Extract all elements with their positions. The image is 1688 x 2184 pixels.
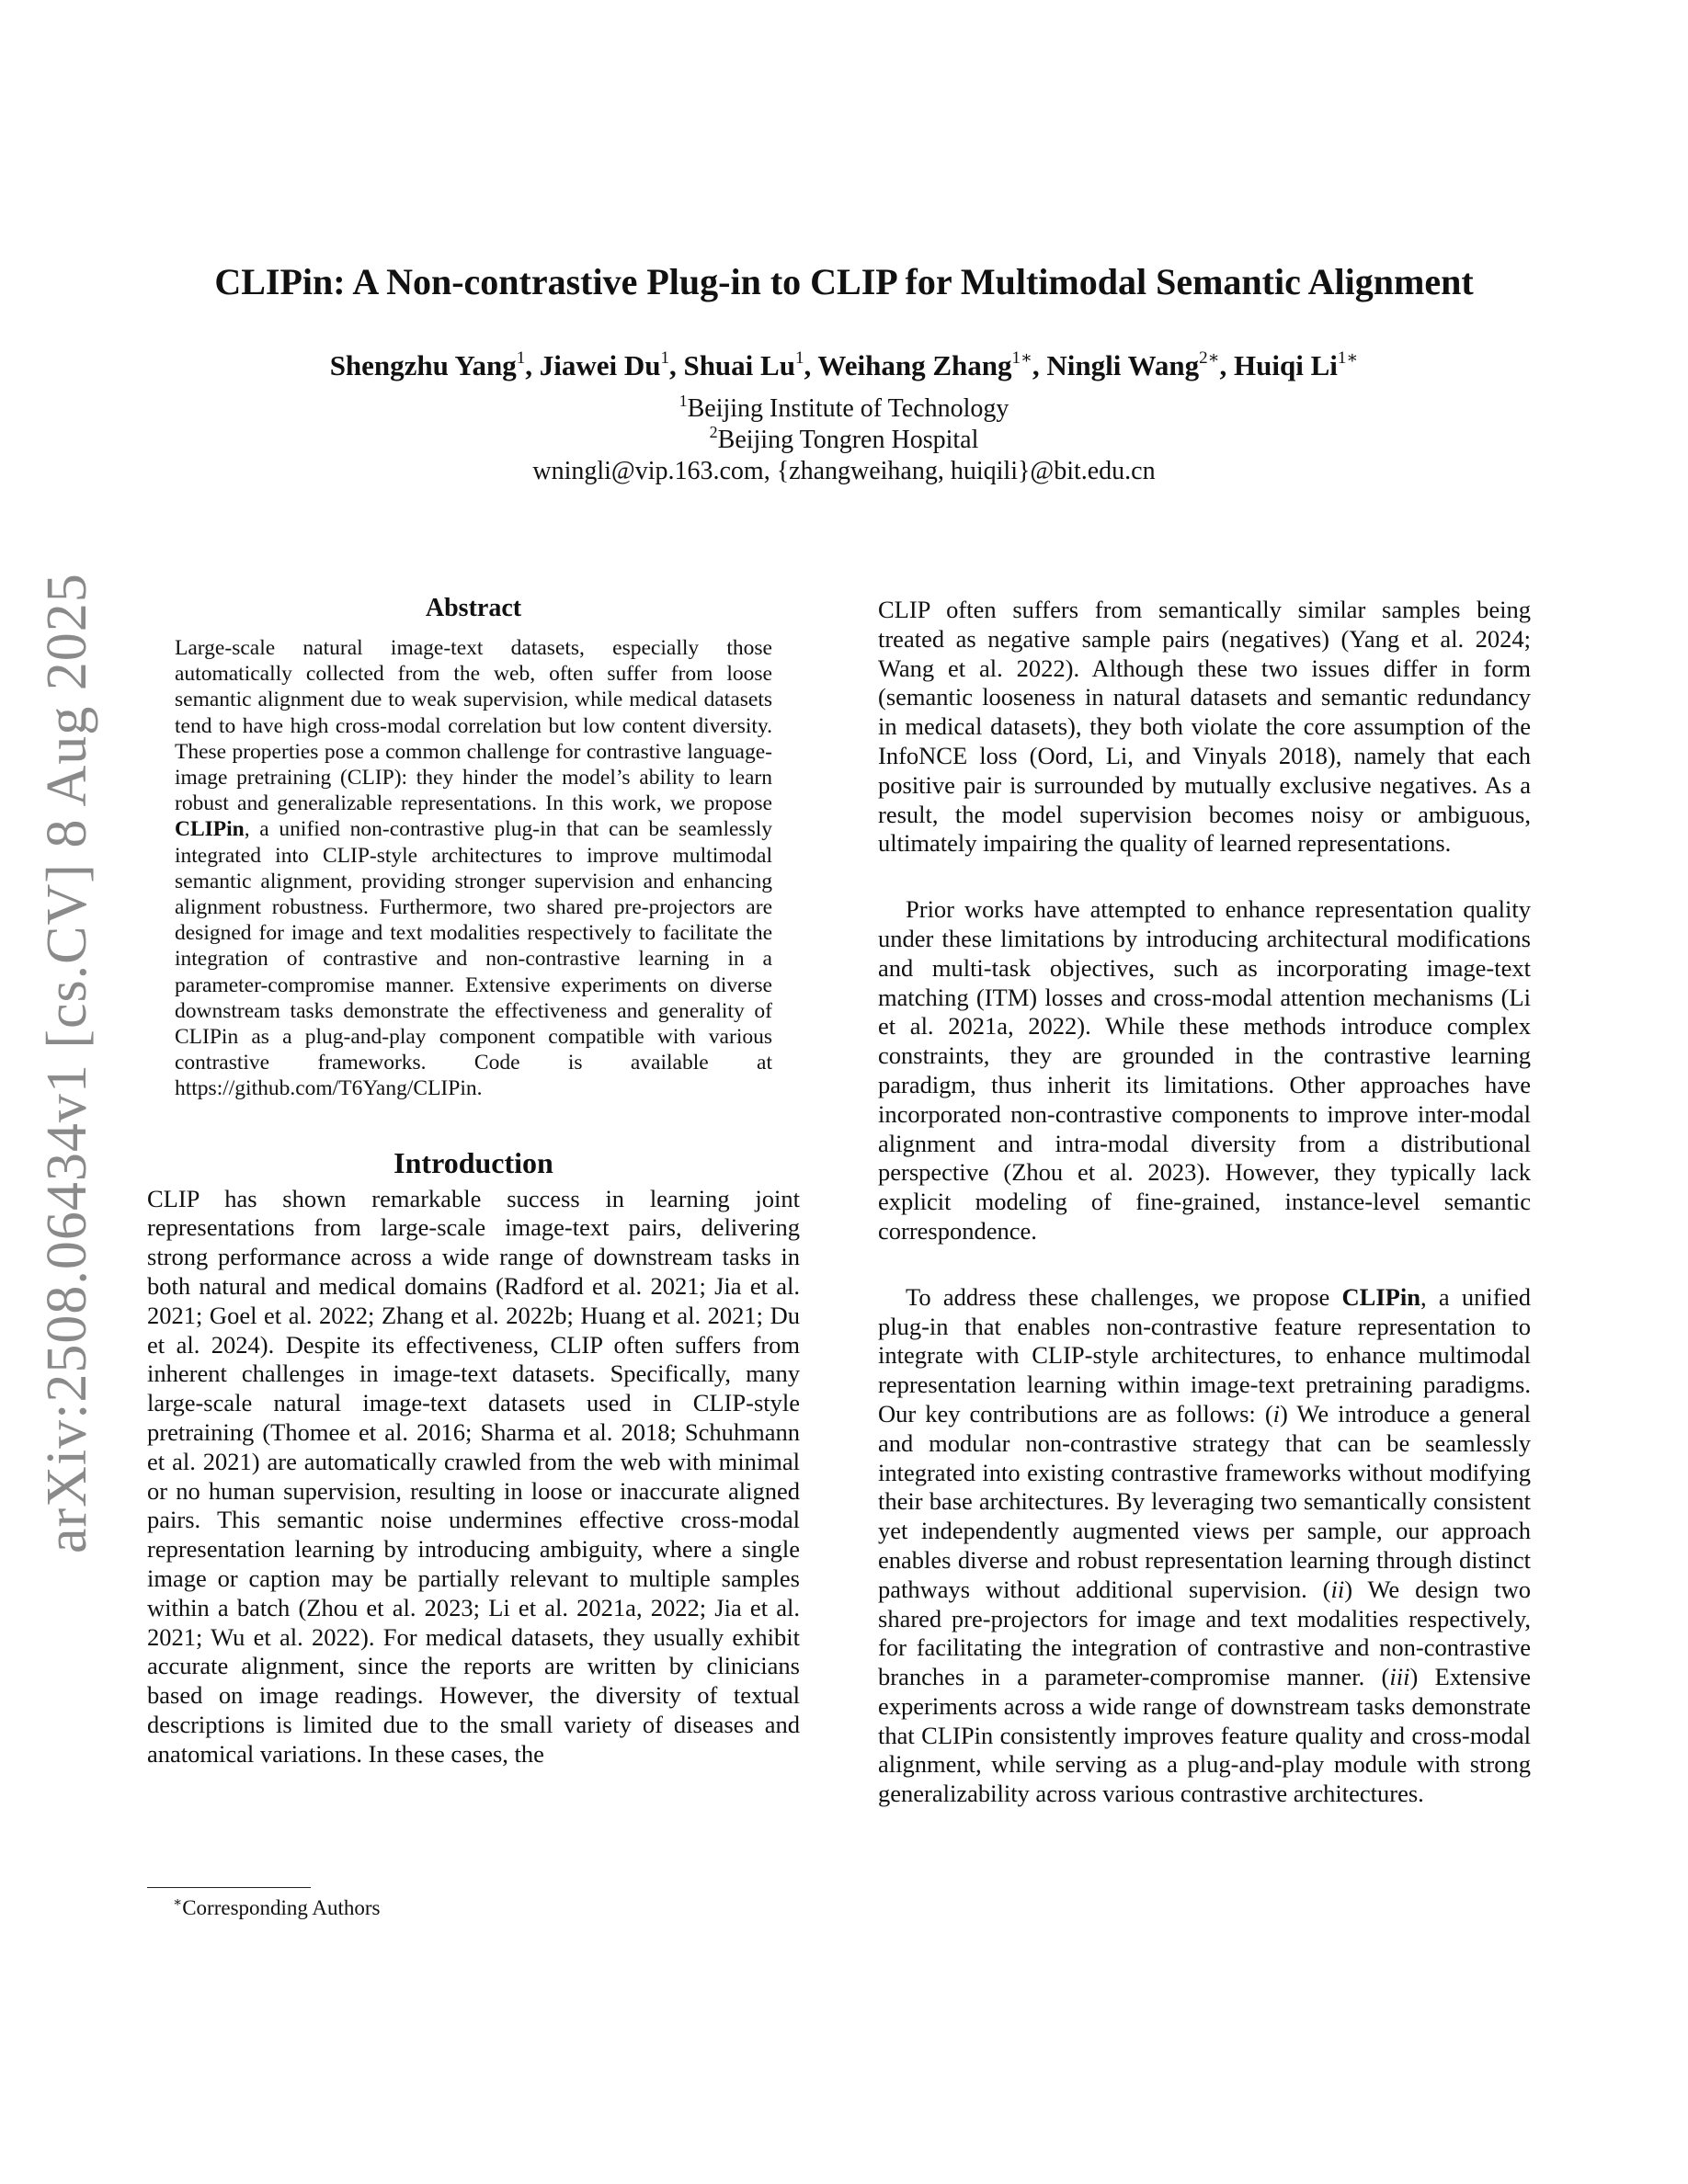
affiliation-name: Beijing Tongren Hospital: [717, 426, 979, 454]
affiliation-name: Beijing Institute of Technology: [687, 394, 1009, 423]
paper-title: CLIPin: A Non-contrastive Plug-in to CLIP for Multimodal Semantic Alignment: [214, 261, 1474, 302]
arxiv-identifier: arXiv:2508.06434v1 [cs.CV] 8 Aug 2025: [36, 573, 98, 1553]
affiliation-1: [0, 393, 1688, 425]
paragraph-text: ) Extensive experiments across a wide range of downstream tasks demonstrate that CLIPin consistently improves feature quality and cross-modal alignment, while serving as a plug-and-play module with strong generalizability across various contrastive architectures.: [878, 1663, 1532, 1808]
footnote-rule: [147, 1887, 311, 1888]
introduction-paragraph-1: CLIP has shown remarkable success in learning joint representations from large-scale image-text pairs, delivering strong performance across a wide range of downstream tasks in both natural and medical domains (Radford et al. 2021; Jia et al. 2021; Goel et al. 2022; Zhang et al. 2022b; Huang et al. 2021; Du et al. 2024). Despite its effectiveness, CLIP often suffers from inherent challenges in image-text datasets. Specifically, many large-scale natural image-text datasets used in CLIP-style pretraining (Thomee et al. 2016; Sharma et al. 2018; Schuhmann et al. 2021) are automatically crawled from the web with minimal or no human supervision, resulting in loose or inaccurate aligned pairs. This semantic noise undermines effective cross-modal representation learning by introducing ambiguity, where a single image or caption may be partially relevant to multiple samples within a batch (Zhou et al. 2023; Li et al. 2021a, 2022; Jia et al. 2021; Wu et al. 2022). For medical datasets, they usually exhibit accurate alignment, since the reports are written by clinicians based on image readings. However, the diversity of textual descriptions is limited due to the small variety of diseases and anatomical variations. In these cases, the: [147, 1184, 800, 1768]
introduction-paragraph-3: [878, 1283, 1531, 1809]
right-column: [878, 596, 1531, 1809]
author-name: Jiawei Du: [539, 349, 661, 381]
paragraph-text: ) We design two shared pre-projectors for image and text modalities respectively, for facilitating the integration of contrastive and non-contrastive branches in a parameter-compromise manner. (: [878, 1575, 1531, 1691]
paragraph-text: To address these challenges, we propose: [906, 1282, 1342, 1311]
footnote-mark: ∗: [173, 1895, 183, 1910]
author-affiliation-mark: 1: [516, 348, 526, 368]
method-name: CLIPin: [1341, 1282, 1420, 1311]
paragraph-text: ) We introduce a general and modular non-contrastive strategy that can be seamlessly integrated into existing contrastive frameworks without modifying their base architectures. By leveraging two semantically consistent yet independently augmented views per sample, our approach enables diverse and robust representation learning through distinct pathways without additional supervision. (: [878, 1399, 1532, 1603]
method-name: CLIPin: [175, 817, 245, 842]
author-separator: ,: [1219, 349, 1235, 381]
introduction-paragraph-1-continued: CLIP often suffers from semantically similar samples being treated as negative sample pairs (negatives) (Yang et al. 2024; Wang et al. 2022). Although these two issues differ in form (semantic looseness in natural datasets and semantic redundancy in medical datasets), they both violate the core assumption of the InfoNCE loss (Oord, Li, and Vinyals 2018), namely that each positive pair is surrounded by mutually exclusive negatives. As a result, the model supervision becomes noisy or ambiguous, ultimately impairing the quality of learned representations.: [878, 596, 1531, 858]
footnote-text: Corresponding Authors: [182, 1896, 381, 1919]
paragraph-text: , a unified plug-in that enables non-contrastive feature representation to integrate with CLIP-style architectures, to enhance multimodal representation learning within image-text pretraining paradigms. Our key contributions are as follows: (: [878, 1282, 1531, 1428]
affiliation-mark: 1: [679, 392, 688, 410]
author-emails: wningli@vip.163.com, {zhangweihang, huiqili}@bit.edu.cn: [532, 457, 1156, 485]
introduction-heading: Introduction: [393, 1145, 553, 1179]
author-name: Huiqi Li: [1234, 349, 1338, 381]
abstract-body: [147, 635, 800, 1102]
left-column: [147, 593, 800, 1769]
author-affiliation-mark: 1∗: [1011, 348, 1032, 368]
author-name: Weihang Zhang: [817, 349, 1012, 381]
author-separator: ,: [1032, 349, 1047, 381]
author-name: Shuai Lu: [683, 349, 795, 381]
author-affiliation-mark: 1∗: [1337, 348, 1359, 368]
abstract-text-start: Large-scale natural image-text datasets, especially those automatically collected from the web, often suffer from loose semantic alignment due to weak supervision, while medical datasets tend to have high cross-modal correlation but low content diversity. These properties pose a common challenge for contrastive language-image pretraining (CLIP): they hinder the model’s ability to learn robust and generalizable representations. In this work, we propose: [175, 636, 772, 816]
author-affiliation-mark: 1: [794, 348, 804, 368]
author-separator: ,: [668, 349, 684, 381]
abstract-text-end: , a unified non-contrastive plug-in that can be seamlessly integrated into CLIP-style architectures to improve multimodal semantic alignment, providing stronger supervision and enhancing alignment robustness. Furthermore, two shared pre-projectors are designed for image and text modalities respectively to facilitate the integration of contrastive and non-contrastive learning in a parameter-compromise manner. Extensive experiments on diverse downstream tasks demonstrate the effectiveness and generality of CLIPin as a plug-and-play component compatible with various contrastive frameworks. Code is available at https://github.com/T6Yang/CLIPin.: [175, 817, 772, 1101]
footnote: [173, 1895, 381, 1921]
author-affiliation-mark: 1: [660, 348, 669, 368]
contribution-marker: iii: [1389, 1663, 1410, 1691]
abstract-heading: Abstract: [425, 594, 522, 622]
author-name: Ningli Wang: [1046, 349, 1200, 381]
affiliation-2: [0, 425, 1688, 456]
author-separator: ,: [804, 349, 818, 381]
author-list: [0, 347, 1688, 384]
author-affiliation-mark: 2∗: [1199, 348, 1220, 368]
introduction-paragraph-2: Prior works have attempted to enhance representation quality under these limitations by introducing architectural modifications and multi-task objectives, such as incorporating image-text matching (ITM) losses and cross-modal attention mechanisms (Li et al. 2021a, 2022). While these methods introduce complex constraints, they are grounded in the contrastive learning paradigm, thus inherit its limitations. Other approaches have incorporated non-contrastive components to improve inter-modal alignment and intra-modal diversity from a distributional perspective (Zhou et al. 2023). However, they typically lack explicit modeling of fine-grained, instance-level semantic correspondence.: [878, 895, 1531, 1245]
affiliation-mark: 2: [709, 423, 718, 441]
author-separator: ,: [525, 349, 540, 381]
author-name: Shengzhu Yang: [329, 349, 517, 381]
contribution-marker: ii: [1330, 1575, 1345, 1603]
contribution-marker: i: [1272, 1399, 1281, 1428]
